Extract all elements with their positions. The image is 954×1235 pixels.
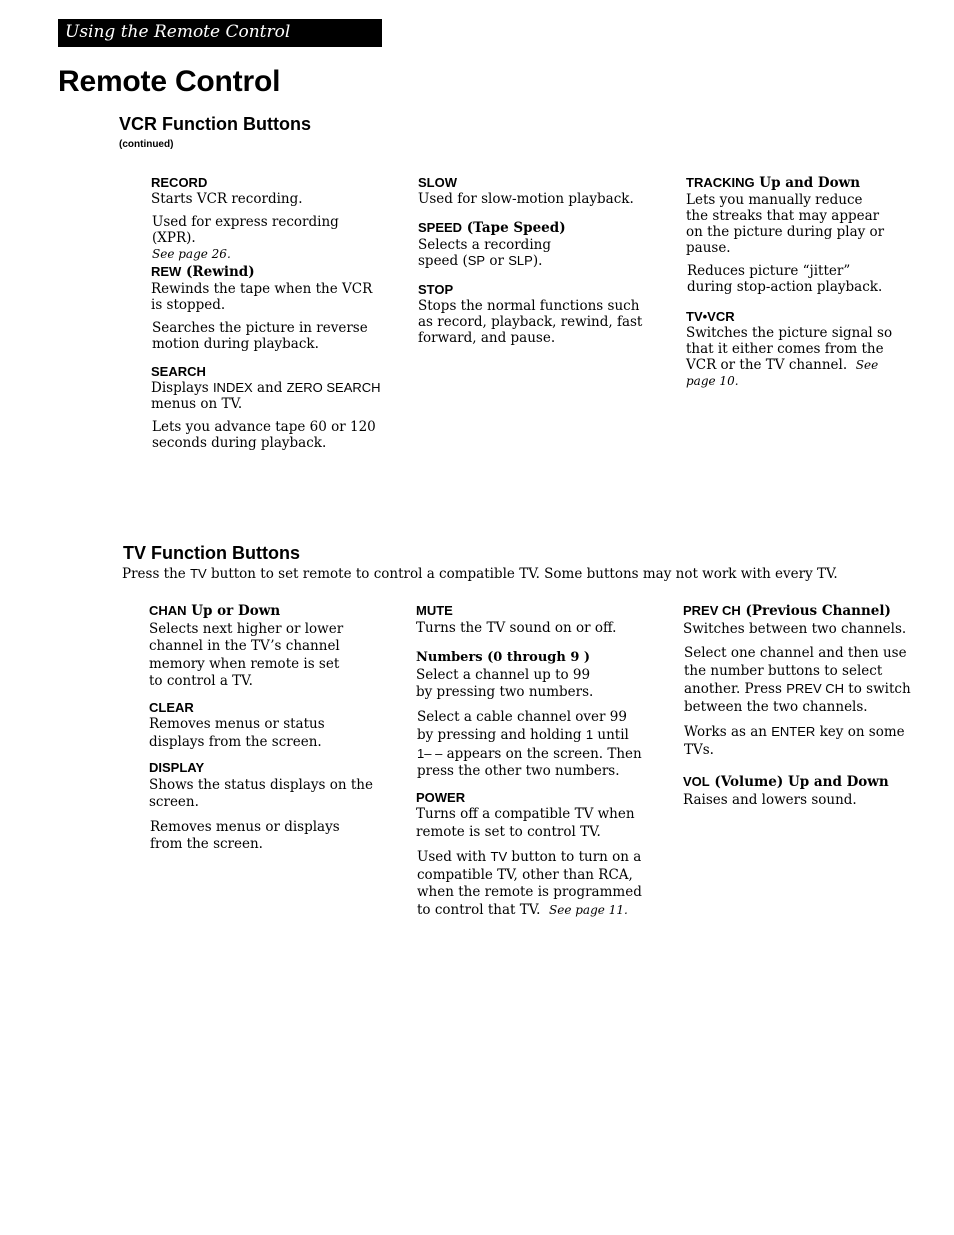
speed-name: SPEED [418, 220, 463, 235]
speed-name-suffix: (Tape Speed) [462, 220, 566, 236]
chan-name-suffix: Up or Down [186, 603, 281, 619]
slow-description: Used for slow-motion playback. [418, 191, 634, 207]
slow-title: SLOW [418, 175, 457, 190]
prev-ch-key-label: PREV CH [786, 681, 845, 696]
prevch-note2-part: key on some TVs. [684, 724, 905, 758]
search-desc-part: and [252, 380, 287, 396]
mute-entry [416, 602, 644, 637]
speed-desc-part: or [485, 253, 509, 269]
speed-desc-part: Selects a recording speed ( [418, 237, 551, 269]
enter-key-label: ENTER [771, 724, 816, 739]
tv-column-3 [683, 602, 913, 817]
rew-name-suffix: (Rewind) [181, 264, 255, 280]
chan-name: CHAN [149, 603, 187, 618]
search-description [151, 380, 381, 412]
one-key-label: 1 [585, 727, 594, 742]
numbers-note-part: Select a cable channel over 99 by pressing and holding [417, 708, 627, 743]
tvvcr-desc-text: Switches the picture signal so that it either comes from the VCR or the TV channel. [686, 325, 893, 373]
numbers-entry [416, 649, 644, 781]
chan-title [149, 602, 374, 621]
numbers-note-part: appears on the screen. Then press the other two numbers. [417, 745, 642, 779]
vcr-column-2 [418, 175, 646, 354]
tv-key-label: TV [490, 849, 508, 864]
speed-title [418, 220, 646, 237]
tv-key-label: TV [190, 566, 207, 581]
numbers-note [416, 709, 644, 781]
prevch-note-part: to switch between the two channels. [684, 681, 911, 715]
tvvcr-entry [686, 309, 911, 389]
search-desc-part: Displays [151, 380, 213, 396]
prevch-name: PREV CH [683, 603, 741, 618]
stop-title: STOP [418, 282, 454, 297]
tracking-entry [686, 175, 911, 295]
power-description: Turns off a compatible TV when remote is set to control TV. [416, 806, 635, 840]
display-note: Removes menus or displays from the screen. [150, 818, 340, 852]
vcr-section-heading: VCR Function Buttons [119, 114, 311, 134]
vcr-column-1 [151, 175, 381, 459]
record-note [151, 214, 381, 262]
display-title: DISPLAY [149, 760, 205, 775]
tvvcr-description [686, 325, 911, 389]
chan-entry [149, 602, 374, 691]
vol-name-suffix: (Volume) Up and Down [709, 774, 889, 790]
prevch-name-suffix: (Previous Channel) [740, 603, 891, 619]
zero-search-key-label: ZERO SEARCH [286, 380, 381, 395]
index-key-label: INDEX [212, 380, 253, 395]
section-banner [58, 19, 382, 47]
tvvcr-title: TV•VCR [686, 309, 735, 324]
record-entry [151, 175, 381, 262]
page-title: Remote Control [58, 65, 281, 98]
tracking-name: TRACKING [686, 175, 755, 190]
rew-entry [151, 264, 381, 352]
prevch-entry [683, 602, 913, 759]
record-description: Starts VCR recording. [151, 191, 303, 207]
power-title: POWER [416, 789, 466, 805]
one-dash-dash-label: 1– – [417, 745, 443, 761]
prevch-enter-note [683, 723, 913, 759]
prevch-note-part: Select one channel and then use the number buttons to select another. Press [684, 645, 907, 697]
search-desc-part: menus on TV. [151, 396, 243, 412]
prevch-note [683, 645, 913, 716]
search-entry [151, 364, 381, 451]
stop-entry [418, 282, 646, 346]
rew-name: REW [151, 264, 182, 279]
numbers-description: Select a channel up to 99 by pressing two numbers. [416, 666, 594, 700]
prevch-description: Switches between two channels. [683, 620, 907, 637]
continued-label: (continued) [119, 139, 174, 150]
speed-description [418, 237, 588, 269]
tv-intro [122, 566, 838, 582]
numbers-note-part: until [593, 727, 629, 743]
clear-title: CLEAR [149, 699, 194, 715]
vol-description: Raises and lowers sound. [683, 791, 857, 808]
slow-entry [418, 175, 646, 207]
tracking-description: Lets you manually reduce the streaks that may appear on the picture during play or pause. [686, 192, 885, 256]
section-banner-text: Using the Remote Control [65, 22, 291, 42]
tracking-title [686, 175, 911, 192]
slp-key-label: SLP [508, 253, 533, 268]
vol-name: VOL [683, 774, 710, 789]
numbers-title: Numbers (0 through 9 ) [416, 650, 591, 665]
tv-intro-part: button to set remote to control a compatible TV. Some buttons may not work with every TV. [206, 566, 838, 582]
speed-entry [418, 220, 646, 269]
mute-description: Turns the TV sound on or off. [416, 619, 617, 636]
chan-description: Selects next higher or lower channel in the TV’s channel memory when remote is set to control a TV. [149, 620, 344, 689]
record-title: RECORD [151, 175, 208, 190]
search-note: Lets you advance tape 60 or 120 seconds during playback. [152, 419, 376, 451]
speed-desc-part: ). [532, 253, 543, 269]
record-note-text: Used for express recording (XPR). [152, 214, 339, 246]
tvvcr-page-ref: See page 10. [686, 358, 879, 388]
tracking-name-suffix: Up and Down [754, 175, 861, 191]
prevch-title [683, 602, 913, 621]
tv-column-1 [149, 602, 374, 862]
power-note-part: Used with [417, 849, 491, 865]
mute-title: MUTE [416, 603, 453, 618]
display-description: Shows the status displays on the screen. [149, 776, 373, 810]
power-page-ref: See page 11. [549, 902, 628, 917]
sp-key-label: SP [467, 253, 486, 268]
tracking-note: Reduces picture “jitter” during stop-action playback. [687, 263, 883, 295]
power-entry [416, 789, 644, 920]
tv-section-heading: TV Function Buttons [123, 543, 300, 563]
vol-entry [683, 773, 913, 809]
rew-description: Rewinds the tape when the VCR is stopped. [151, 281, 373, 313]
rew-title [151, 264, 381, 281]
clear-entry [149, 699, 374, 752]
display-entry [149, 759, 374, 854]
record-page-ref: See page 26. [152, 247, 231, 261]
tv-intro-part: Press the [122, 566, 191, 582]
tv-column-2 [416, 602, 644, 927]
search-title: SEARCH [151, 364, 206, 379]
prevch-note2-part: Works as an [684, 724, 772, 740]
power-note [416, 848, 644, 919]
clear-description: Removes menus or status displays from the screen. [149, 716, 325, 750]
vcr-column-3 [686, 175, 911, 397]
stop-description: Stops the normal functions such as record, playback, rewind, fast forward, and pause. [418, 298, 643, 346]
rew-note: Searches the picture in reverse motion during playback. [152, 320, 368, 352]
power-note-part: button to turn on a compatible TV, other than RCA, when the remote is programmed to control that TV. [417, 849, 642, 918]
vol-title [683, 773, 913, 792]
